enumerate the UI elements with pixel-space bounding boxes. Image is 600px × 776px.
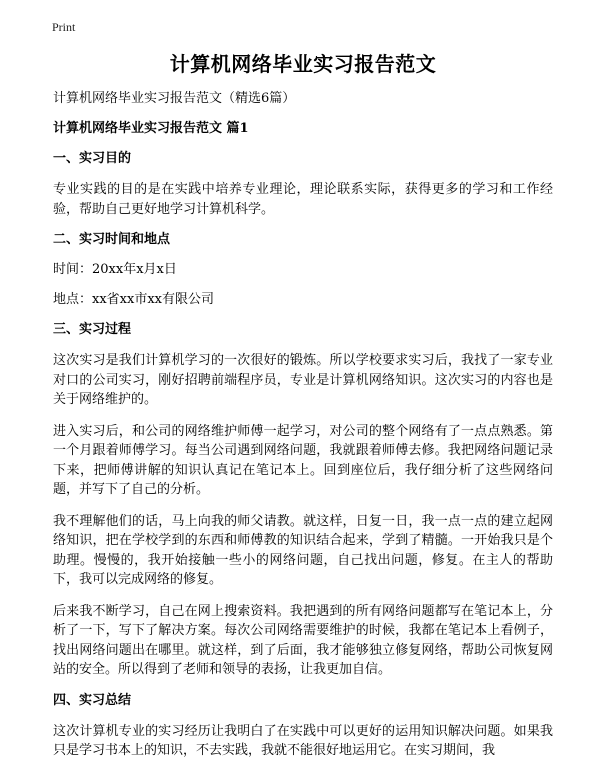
page-title: 计算机网络毕业实习报告范文 <box>169 52 437 76</box>
document-page <box>53 50 553 773</box>
print-link[interactable]: Print <box>52 20 76 34</box>
paragraph-summary: 这次计算机专业的实习经历让我明白了在实践中可以更好的运用知识解决问题。如果我只是学习书本上的知识，不去实践，我就不能很好地运用它。在实习期间，我 <box>53 723 553 758</box>
section-heading-process: 三、实习过程 <box>53 322 132 337</box>
internship-place: 地点：xx省xx市xx有限公司 <box>53 292 214 307</box>
paragraph-purpose: 专业实践的目的是在实践中培养专业理论，理论联系实际，获得更多的学习和工作经验，帮助自己更好地学习计算机科学。 <box>53 182 553 217</box>
section-heading-time-place: 二、实习时间和地点 <box>53 232 171 247</box>
paragraph-process-3: 我不理解他们的话，马上向我的师父请教。就这样，日复一日，我一点一点的建立起网络知识，把在学校学到的东西和师傅教的知识结合起来，学到了精髓。一开始我只是个助理。慢慢的，我开始接触一些小的网络问题，自己找出问题，修复。在主人的帮助下，我可以完成网络的修复。 <box>53 513 553 587</box>
section-heading-summary: 四、实习总结 <box>53 692 132 708</box>
paragraph-process-2: 进入实习后，和公司的网络维护师傅一起学习，对公司的整个网络有了一点点熟悉。第一个月跟着师傅学习。每当公司遇到网络问题，我就跟着师傅去修。我把网络问题记录下来，把师傅讲解的知识认真记在笔记本上。回到座位后，我仔细分析了这些网络问题，并写下了自己的分析。 <box>53 423 553 497</box>
article-heading: 计算机网络毕业实习报告范文 篇1 <box>53 121 249 136</box>
paragraph-process-1: 这次实习是我们计算机学习的一次很好的锻炼。所以学校要求实习后，我找了一家专业对口的公司实习，刚好招聘前端程序员，专业是计算机网络知识。这次实习的内容也是关于网络维护的。 <box>53 353 553 407</box>
internship-time: 时间：20xx年x月x日 <box>53 262 177 277</box>
paragraph-process-4: 后来我不断学习，自己在网上搜索资料。我把遇到的所有网络问题都写在笔记本上，分析了一下，写下了解决方案。每次公司网络需要维护的时候，我都在笔记本上看例子，找出网络问题出在哪里。就这样，到了后面，我才能够独立修复网络，帮助公司恢复网站的安全。所以得到了老师和领导的表扬，让我更加自信。 <box>53 603 553 677</box>
section-heading-purpose: 一、实习目的 <box>53 151 132 166</box>
document-subtitle: 计算机网络毕业实习报告范文（精选6篇） <box>53 91 296 106</box>
